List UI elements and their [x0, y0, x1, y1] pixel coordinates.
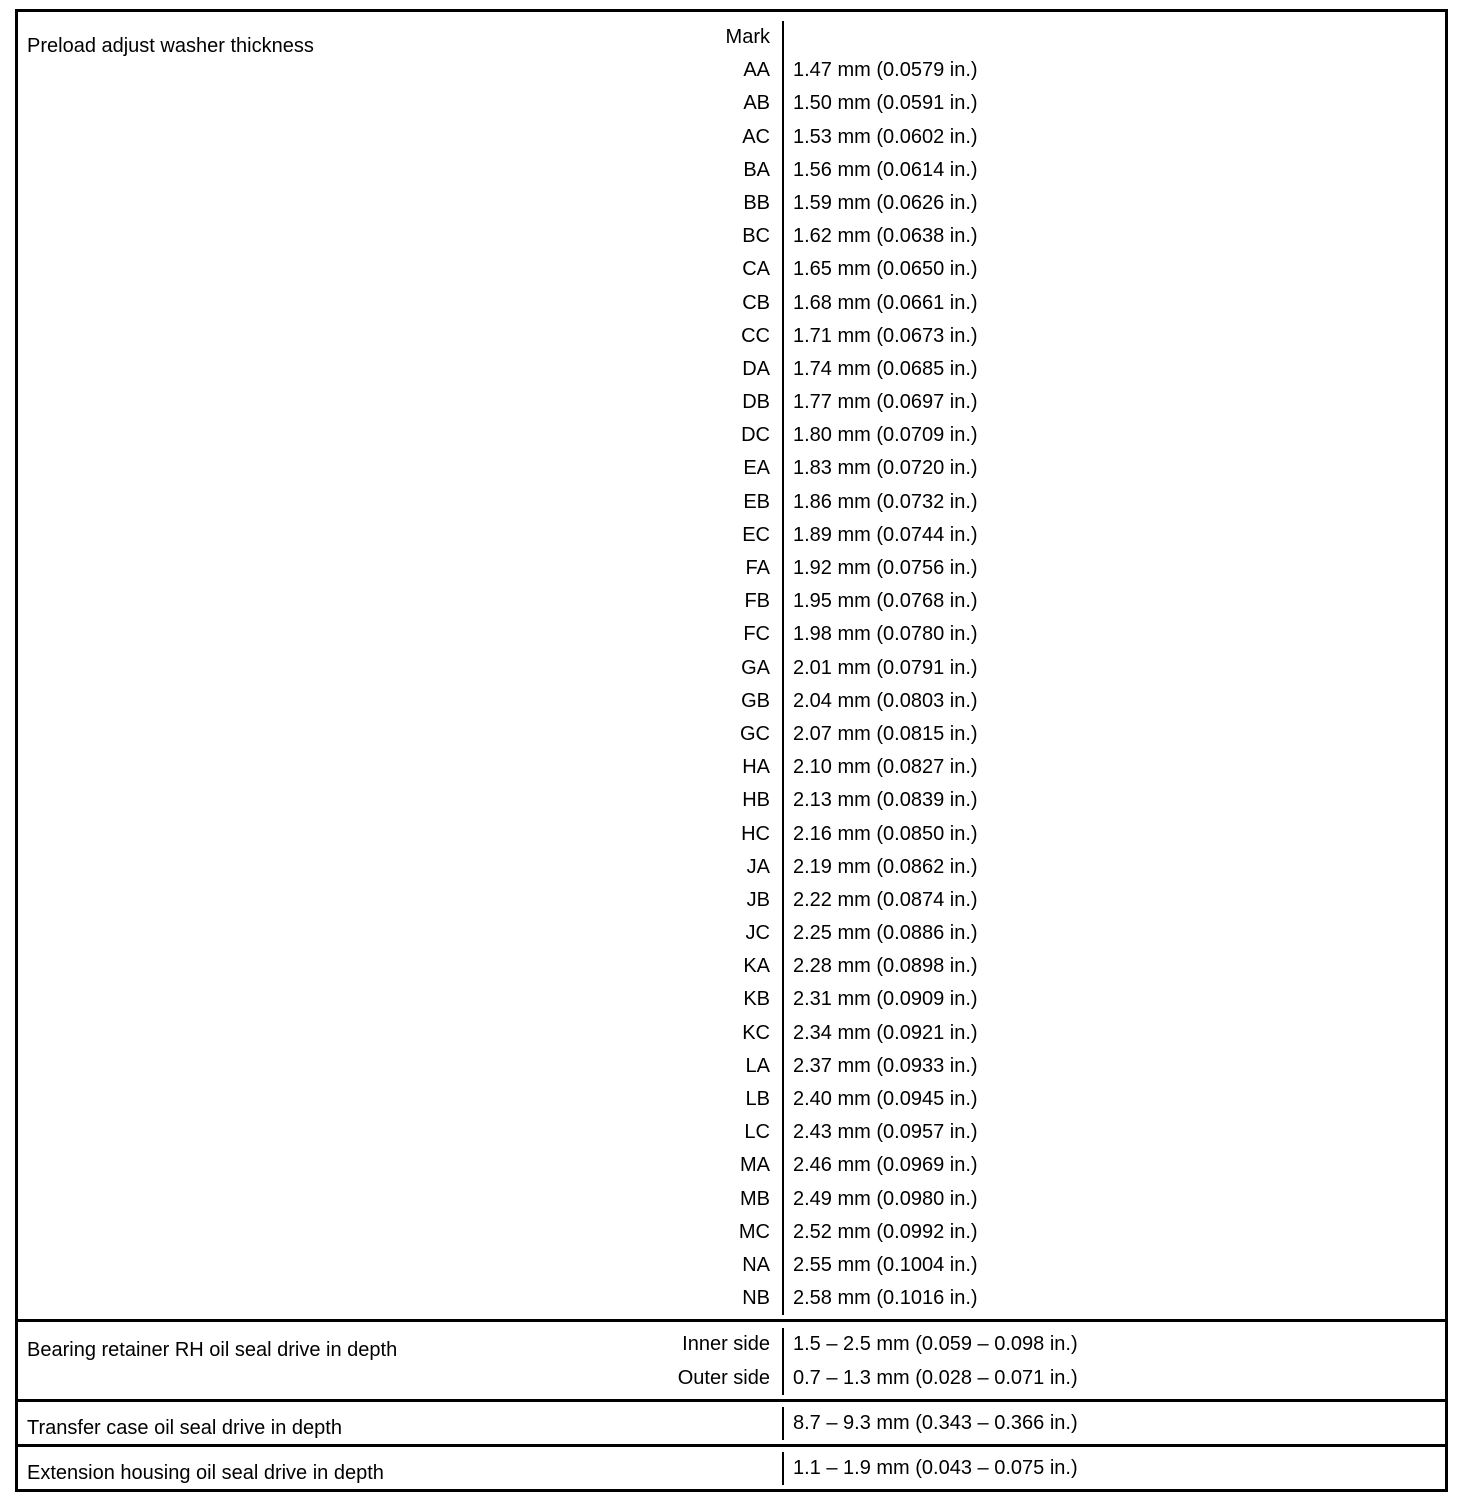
- value-cell: 2.25 mm (0.0886 in.): [793, 922, 978, 945]
- transfer-label: Transfer case oil seal drive in depth: [27, 1416, 342, 1439]
- mark-cell: HA: [742, 756, 770, 779]
- value-cell: 2.46 mm (0.0969 in.): [793, 1154, 978, 1177]
- value-cell: 1.77 mm (0.0697 in.): [793, 391, 978, 414]
- value-cell: 1.92 mm (0.0756 in.): [793, 557, 978, 579]
- mark-cell: KC: [742, 1021, 770, 1044]
- value-cell: 2.04 mm (0.0803 in.): [793, 689, 978, 712]
- value-cell: 2.52 mm (0.0992 in.): [793, 1220, 978, 1243]
- value-cell: 2.13 mm (0.0839 in.): [793, 789, 978, 812]
- mark-cell: DC: [741, 424, 770, 447]
- mark-cell: FB: [744, 590, 770, 613]
- value-cell: 1.50 mm (0.0591 in.): [793, 92, 978, 115]
- mark-cell: NB: [742, 1287, 770, 1310]
- bearing-section: [18, 1319, 1445, 1398]
- value-cell: 1.62 mm (0.0638 in.): [793, 225, 978, 248]
- mark-cell: HC: [741, 822, 770, 845]
- value-cell: 0.7 – 1.3 mm (0.028 – 0.071 in.): [793, 1366, 1078, 1389]
- mark-cell: AC: [742, 125, 770, 148]
- value-cell: 1.47 mm (0.0579 in.): [793, 59, 978, 82]
- mark-cell: KA: [743, 955, 770, 978]
- value-cell: 2.40 mm (0.0945 in.): [793, 1088, 978, 1110]
- mark-cell: AA: [743, 59, 770, 82]
- extension-section: [18, 1444, 1445, 1489]
- value-cell: 2.01 mm (0.0791 in.): [793, 656, 978, 679]
- washer-section: [18, 12, 1445, 1319]
- value-cell: 1.53 mm (0.0602 in.): [793, 125, 978, 148]
- mark-cell: CA: [742, 258, 770, 281]
- mark-cell: BC: [742, 225, 770, 248]
- mark-cell: GC: [740, 722, 770, 745]
- bearing-label: Bearing retainer RH oil seal drive in depth: [27, 1339, 398, 1362]
- mark-cell: JC: [745, 922, 770, 945]
- mark-cell: NA: [742, 1253, 770, 1276]
- value-cell: 2.34 mm (0.0921 in.): [793, 1021, 978, 1044]
- washer-label: Preload adjust washer thickness: [27, 35, 314, 57]
- mark-cell: GB: [741, 689, 770, 712]
- mark-cell: DA: [742, 357, 770, 380]
- mark-cell: Outer side: [677, 1366, 770, 1389]
- mark-cell: HB: [742, 789, 770, 812]
- transfer-section: [18, 1399, 1445, 1444]
- value-cell: 1.80 mm (0.0709 in.): [793, 424, 978, 447]
- value-cell: 1.74 mm (0.0685 in.): [793, 357, 978, 380]
- mark-cell: BB: [743, 191, 770, 214]
- mark-cell: JB: [746, 888, 770, 911]
- mark-cell: CC: [741, 324, 770, 347]
- value-cell: 1.68 mm (0.0661 in.): [793, 291, 978, 314]
- mark-cell: DB: [742, 391, 770, 414]
- value-cell: 1.59 mm (0.0626 in.): [793, 191, 978, 214]
- value-cell: 1.65 mm (0.0650 in.): [793, 258, 978, 281]
- mark-cell: MA: [740, 1154, 770, 1177]
- mark-cell: GA: [741, 656, 770, 679]
- value-cell: 2.22 mm (0.0874 in.): [793, 888, 978, 911]
- value-cell: 2.16 mm (0.0850 in.): [793, 822, 978, 845]
- mark-cell: LA: [745, 1054, 770, 1077]
- value-cell: 1.5 – 2.5 mm (0.059 – 0.098 in.): [793, 1333, 1078, 1356]
- mark-cell: EC: [742, 523, 770, 546]
- value-cell: 2.58 mm (0.1016 in.): [793, 1287, 978, 1310]
- value-cell: 2.37 mm (0.0933 in.): [793, 1054, 978, 1077]
- mark-cell: MC: [738, 1220, 770, 1243]
- value-cell: 2.28 mm (0.0898 in.): [793, 955, 978, 978]
- value-cell: 2.31 mm (0.0909 in.): [793, 988, 978, 1011]
- mark-header: Mark: [725, 26, 770, 48]
- mark-cell: AB: [743, 92, 770, 115]
- value-cell: 1.95 mm (0.0768 in.): [793, 590, 978, 613]
- value-cell: 1.98 mm (0.0780 in.): [793, 623, 978, 646]
- extension-label: Extension housing oil seal drive in depth: [27, 1461, 384, 1484]
- mark-cell: BA: [743, 158, 770, 181]
- mark-cell: EA: [743, 457, 770, 480]
- value-cell: 2.07 mm (0.0815 in.): [793, 722, 978, 745]
- mark-cell: CB: [742, 291, 770, 314]
- specification-table: [15, 9, 1448, 1492]
- mark-cell: LC: [744, 1121, 770, 1144]
- value-cell: 1.56 mm (0.0614 in.): [793, 158, 978, 181]
- value-cell: 1.83 mm (0.0720 in.): [793, 457, 978, 480]
- mark-cell: JA: [746, 855, 770, 878]
- mark-cell: EB: [743, 490, 770, 513]
- extension-value: 1.1 – 1.9 mm (0.043 – 0.075 in.): [793, 1456, 1078, 1479]
- mark-cell: MB: [740, 1187, 770, 1210]
- value-cell: 2.19 mm (0.0862 in.): [793, 855, 978, 878]
- value-cell: 1.86 mm (0.0732 in.): [793, 490, 978, 513]
- mark-cell: Inner side: [682, 1333, 770, 1356]
- value-cell: 1.89 mm (0.0744 in.): [793, 523, 978, 546]
- transfer-value: 8.7 – 9.3 mm (0.343 – 0.366 in.): [793, 1411, 1078, 1434]
- value-cell: 2.49 mm (0.0980 in.): [793, 1187, 978, 1210]
- value-cell: 1.71 mm (0.0673 in.): [793, 324, 978, 347]
- value-cell: 2.43 mm (0.0957 in.): [793, 1121, 978, 1144]
- mark-cell: FC: [743, 623, 770, 646]
- value-cell: 2.10 mm (0.0827 in.): [793, 756, 978, 779]
- mark-cell: LB: [745, 1088, 770, 1110]
- mark-cell: KB: [743, 988, 770, 1011]
- value-cell: 2.55 mm (0.1004 in.): [793, 1253, 978, 1276]
- mark-cell: FA: [745, 557, 770, 579]
